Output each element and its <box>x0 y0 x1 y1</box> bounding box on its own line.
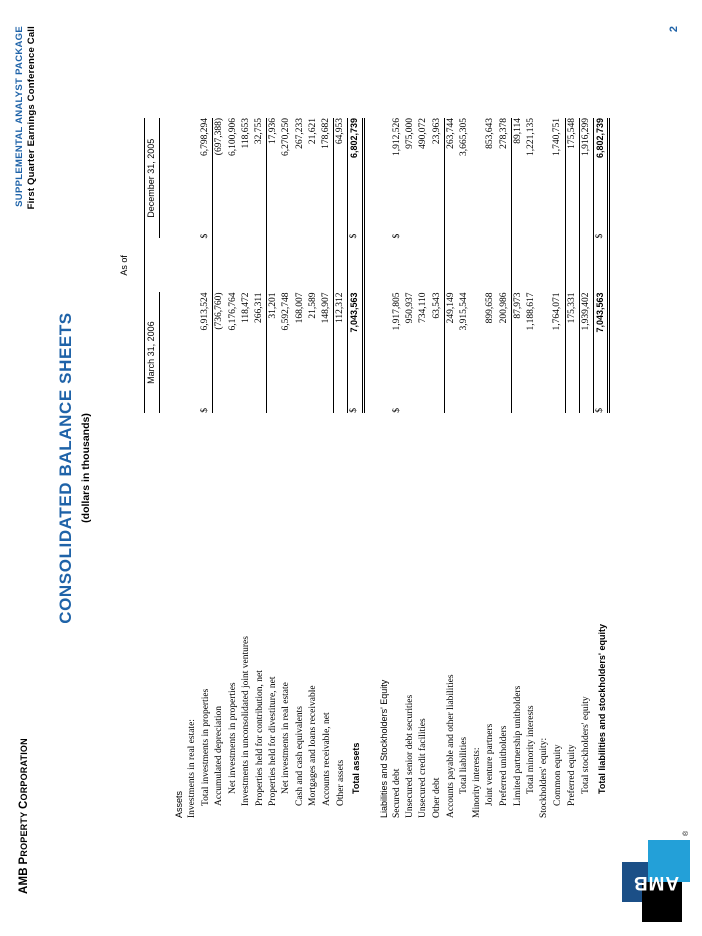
table-row <box>213 118 227 818</box>
currency-symbol-2 <box>280 219 293 239</box>
row-label: Total assets <box>350 742 361 794</box>
section-heading-blank <box>378 292 391 393</box>
row-label: Limited partnership unitholders <box>512 685 523 806</box>
section-heading-blank <box>173 219 186 239</box>
currency-symbol-2 <box>511 219 525 239</box>
table-row <box>227 118 240 818</box>
balance-sheet-table <box>118 118 610 818</box>
value-december: 6,802,739 <box>348 118 363 219</box>
value-march: 175,331 <box>565 292 579 393</box>
column-gap <box>565 238 579 292</box>
column-header-december: December 31, 2005 <box>145 118 159 238</box>
currency-symbol-1 <box>471 393 484 413</box>
value-december: 3,665,305 <box>459 118 470 156</box>
row-label: Properties held for divestiture, net <box>268 676 279 806</box>
value-march: 31,201 <box>267 292 281 393</box>
currency-symbol-1 <box>417 393 430 413</box>
value-march: 6,592,748 <box>281 292 292 331</box>
table-row <box>334 118 348 818</box>
as-of-underline <box>131 118 145 413</box>
row-label: Common equity <box>552 744 563 806</box>
row-label: Accumulated depreciation <box>214 706 225 806</box>
table-row <box>458 118 471 818</box>
currency-symbol-2: $ <box>392 233 403 239</box>
value-march: 112,312 <box>334 292 348 393</box>
column-header-march: March 31, 2006 <box>145 292 159 412</box>
row-label: Joint venture partners <box>485 723 496 806</box>
column-gap <box>404 238 417 292</box>
table-row <box>431 118 445 818</box>
currency-symbol-2 <box>213 219 227 239</box>
row-label: Unsecured credit facilities <box>418 718 429 818</box>
table-row <box>525 118 538 818</box>
amb-logo <box>622 830 692 922</box>
currency-symbol-1 <box>525 393 538 413</box>
currency-symbol-2 <box>471 219 484 239</box>
value-december: 6,798,294 <box>200 118 211 156</box>
currency-symbol-1: $ <box>348 393 363 413</box>
currency-symbol-2 <box>565 219 579 239</box>
currency-symbol-2 <box>431 219 445 239</box>
section-spacer <box>363 118 378 818</box>
column-gap <box>280 238 293 292</box>
section-heading-blank <box>173 393 186 413</box>
section-heading-blank <box>378 393 391 413</box>
currency-symbol-1 <box>565 393 579 413</box>
value-march: 87,973 <box>511 292 525 393</box>
package-title: SUPPLEMENTAL ANALYST PACKAGE <box>14 26 25 207</box>
row-label: Total investments in properties <box>200 688 211 806</box>
registered-trademark-icon: ® <box>683 830 690 836</box>
row-label: Properties held for contribution, net <box>254 670 265 806</box>
column-gap <box>484 238 497 292</box>
value-march: 1,188,617 <box>526 292 537 331</box>
currency-symbol-1 <box>280 393 293 413</box>
currency-symbol-2 <box>484 219 497 239</box>
value-december <box>471 118 484 219</box>
row-label: Other assets <box>335 759 346 806</box>
table-row <box>404 118 417 818</box>
currency-symbol-1 <box>320 393 334 413</box>
currency-symbol-1 <box>551 393 565 413</box>
page-subtitle: (dollars in thousands) <box>80 413 92 523</box>
row-label: Total minority interests <box>526 705 537 794</box>
row-label: Accounts payable and other liabilities <box>445 674 456 818</box>
value-december: 490,072 <box>418 118 429 149</box>
value-december: 89,114 <box>511 118 525 219</box>
table-row <box>240 118 253 818</box>
value-december: 175,548 <box>565 118 579 219</box>
package-subtitle: First Quarter Earnings Conference Call <box>26 26 37 210</box>
table-row <box>391 118 404 818</box>
currency-symbol-2 <box>307 219 320 239</box>
column-gap <box>294 238 307 292</box>
value-march: 7,043,563 <box>348 292 363 393</box>
currency-symbol-2 <box>253 219 267 239</box>
row-label: Stockholders' equity: <box>539 737 550 818</box>
value-december: 1,740,751 <box>552 118 563 156</box>
value-december <box>538 118 551 219</box>
value-december: 17,936 <box>267 118 281 219</box>
column-gap <box>579 238 593 292</box>
value-march <box>186 292 199 393</box>
table-row <box>551 118 565 818</box>
value-december: 118,653 <box>240 118 251 149</box>
currency-symbol-1 <box>538 393 551 413</box>
value-march: 7,043,563 <box>594 292 609 393</box>
as-of-spacer <box>118 413 131 818</box>
row-label: Total liabilities and stockholders' equity <box>596 623 607 794</box>
value-december: 32,755 <box>254 118 264 145</box>
currency-symbol-1 <box>186 393 199 413</box>
currency-symbol-2 <box>267 219 281 239</box>
column-gap <box>444 238 458 292</box>
currency-symbol-1 <box>253 393 267 413</box>
currency-symbol-1 <box>431 393 445 413</box>
column-gap <box>525 238 538 292</box>
section-heading-blank <box>378 238 391 292</box>
value-march: 1,764,071 <box>552 292 563 331</box>
section-heading-blank <box>173 292 186 393</box>
currency-symbol-2 <box>404 219 417 239</box>
value-december <box>186 118 199 219</box>
row-label: Unsecured senior debt securities <box>405 694 416 818</box>
logo-text: AMB <box>632 872 680 893</box>
table-row <box>199 118 213 818</box>
value-march: 1,917,805 <box>392 292 403 331</box>
column-gap <box>334 238 348 292</box>
value-march: 734,110 <box>418 292 429 323</box>
value-december: (697,388) <box>213 118 227 219</box>
currency-symbol-1 <box>240 393 253 413</box>
table-row <box>498 118 512 818</box>
value-december: 1,221,135 <box>526 118 537 156</box>
value-december: 975,000 <box>405 118 416 149</box>
row-label: Net investments in real estate <box>281 682 292 794</box>
supplemental-package-header <box>14 26 37 209</box>
currency-symbol-2 <box>444 219 458 239</box>
currency-symbol-2: $ <box>200 233 211 239</box>
section-heading-row <box>378 118 391 818</box>
column-gap <box>240 238 253 292</box>
table-row <box>280 118 293 818</box>
row-label: Total liabilities <box>459 736 470 794</box>
value-december: 6,270,250 <box>281 118 292 156</box>
currency-symbol-2 <box>240 219 253 239</box>
value-march: 249,149 <box>444 292 458 393</box>
row-label: Mortgages and loans receivable <box>307 685 318 806</box>
column-gap <box>213 238 227 292</box>
value-march: 6,176,764 <box>227 292 238 331</box>
table-row <box>348 118 363 818</box>
company-name: AMB PROPERTY CORPORATION <box>18 738 30 894</box>
currency-symbol-2 <box>334 219 348 239</box>
value-december: 64,953 <box>334 118 348 219</box>
section-heading: Liabilities and Stockholders' Equity <box>378 679 389 818</box>
currency-symbol-1: $ <box>200 408 211 413</box>
currency-symbol-1: $ <box>594 393 609 413</box>
currency-symbol-2 <box>294 219 307 239</box>
table-row <box>307 118 320 818</box>
value-march: 168,007 <box>294 292 305 324</box>
currency-symbol-1 <box>213 393 227 413</box>
row-label: Preferred equity <box>567 744 578 806</box>
row-label: Secured debt <box>392 768 403 818</box>
value-march: 1,939,402 <box>579 292 593 393</box>
currency-symbol-2 <box>579 219 593 239</box>
column-gap <box>253 238 267 292</box>
column-gap <box>267 238 281 292</box>
table-row <box>471 118 484 818</box>
currency-symbol-2 <box>551 219 565 239</box>
rule-spacer <box>131 413 145 818</box>
column-gap <box>511 238 525 292</box>
currency-symbol-1 <box>334 393 348 413</box>
value-march: (736,760) <box>213 292 227 393</box>
financial-table <box>118 118 610 818</box>
table-row <box>267 118 281 818</box>
table-row <box>511 118 525 818</box>
currency-symbol-1 <box>307 393 320 413</box>
value-march: 6,913,524 <box>200 292 211 331</box>
row-label: Investments in unconsolidated joint ventures <box>240 636 251 806</box>
column-gap <box>471 238 484 292</box>
table-row <box>579 118 593 818</box>
page-number: 2 <box>668 26 680 33</box>
currency-symbol-2: $ <box>348 219 363 239</box>
currency-symbol-2 <box>458 219 471 239</box>
value-december: 21,621 <box>307 118 318 145</box>
table-row <box>294 118 307 818</box>
currency-symbol-1 <box>404 393 417 413</box>
row-label: Cash and cash equivalents <box>294 706 305 806</box>
column-gap <box>320 238 334 292</box>
row-label: Minority interests: <box>472 747 483 818</box>
currency-symbol-1 <box>444 393 458 413</box>
column-gap <box>307 238 320 292</box>
column-gap <box>186 238 199 292</box>
section-heading: Assets <box>173 790 184 818</box>
row-label: Other debt <box>432 777 443 818</box>
currency-symbol-2 <box>538 219 551 239</box>
currency-symbol-1: $ <box>392 408 403 413</box>
row-label: Accounts receivable, net <box>321 712 332 806</box>
section-heading-blank <box>378 219 391 239</box>
value-december: 1,916,299 <box>579 118 593 219</box>
value-march: 118,472 <box>240 292 251 323</box>
header-spacer-row <box>159 118 173 818</box>
currency-symbol-1 <box>511 393 525 413</box>
table-row <box>253 118 267 818</box>
value-december: 278,378 <box>498 118 509 149</box>
column-gap <box>391 238 404 292</box>
column-gap <box>431 238 445 292</box>
value-march: 266,311 <box>254 292 264 323</box>
value-march: 950,937 <box>405 292 416 324</box>
currency-symbol-1 <box>294 393 307 413</box>
column-gap <box>498 238 512 292</box>
row-label: Investments in real estate: <box>186 719 197 818</box>
currency-symbol-2 <box>498 219 512 239</box>
currency-symbol-2 <box>320 219 334 239</box>
section-spacer-row <box>363 118 378 818</box>
table-row <box>320 118 334 818</box>
value-december: 263,744 <box>444 118 458 219</box>
value-march: 899,658 <box>485 292 496 324</box>
column-gap <box>348 238 363 292</box>
table-row <box>444 118 458 818</box>
currency-symbol-1 <box>458 393 471 413</box>
currency-symbol-2 <box>227 219 240 239</box>
currency-symbol-2 <box>417 219 430 239</box>
section-heading-blank <box>173 118 186 219</box>
section-heading-row <box>173 118 186 818</box>
currency-symbol-1 <box>484 393 497 413</box>
table-row <box>538 118 551 818</box>
currency-symbol-1 <box>579 393 593 413</box>
section-heading-blank <box>378 118 391 219</box>
currency-symbol-1 <box>267 393 281 413</box>
value-december: 853,643 <box>485 118 496 149</box>
as-of-rule-row <box>131 118 145 818</box>
column-gap <box>594 238 609 292</box>
value-march: 63,543 <box>431 292 442 319</box>
value-december: 267,233 <box>294 118 305 149</box>
value-march: 148,907 <box>321 292 332 324</box>
table-row <box>417 118 430 818</box>
row-label: Preferred unitholders <box>499 725 510 806</box>
currency-symbol-1 <box>498 393 512 413</box>
value-december: 178,682 <box>321 118 332 149</box>
column-gap <box>199 238 213 292</box>
value-march: 3,915,544 <box>459 292 470 331</box>
page-title: CONSOLIDATED BALANCE SHEETS <box>56 312 75 624</box>
table-row <box>594 118 609 818</box>
column-gap <box>227 238 240 292</box>
column-header-spacer <box>145 413 159 818</box>
value-december: 1,912,526 <box>392 118 403 156</box>
value-december: 6,802,739 <box>594 118 609 219</box>
column-gap <box>538 238 551 292</box>
currency-symbol-2: $ <box>594 219 609 239</box>
currency-symbol-1 <box>227 393 240 413</box>
column-header-gap <box>145 238 159 292</box>
as-of-label: As of <box>119 255 129 276</box>
value-december: 23,963 <box>431 118 442 145</box>
table-row <box>565 118 579 818</box>
row-label: Total stockholders' equity <box>581 696 592 794</box>
column-gap <box>551 238 565 292</box>
column-header-row <box>145 118 159 818</box>
section-heading-blank <box>173 238 186 292</box>
as-of-row <box>118 118 131 818</box>
value-december: 6,100,906 <box>227 118 238 156</box>
header-spacer <box>159 118 173 818</box>
value-march <box>471 292 484 393</box>
value-march: 21,589 <box>307 292 318 319</box>
currency-symbol-2 <box>186 219 199 239</box>
value-march <box>538 292 551 393</box>
currency-symbol-2 <box>525 219 538 239</box>
table-row <box>484 118 497 818</box>
row-label: Net investments in properties <box>227 682 238 794</box>
column-gap <box>417 238 430 292</box>
table-row <box>186 118 199 818</box>
column-gap <box>458 238 471 292</box>
value-march: 200,986 <box>498 292 509 324</box>
